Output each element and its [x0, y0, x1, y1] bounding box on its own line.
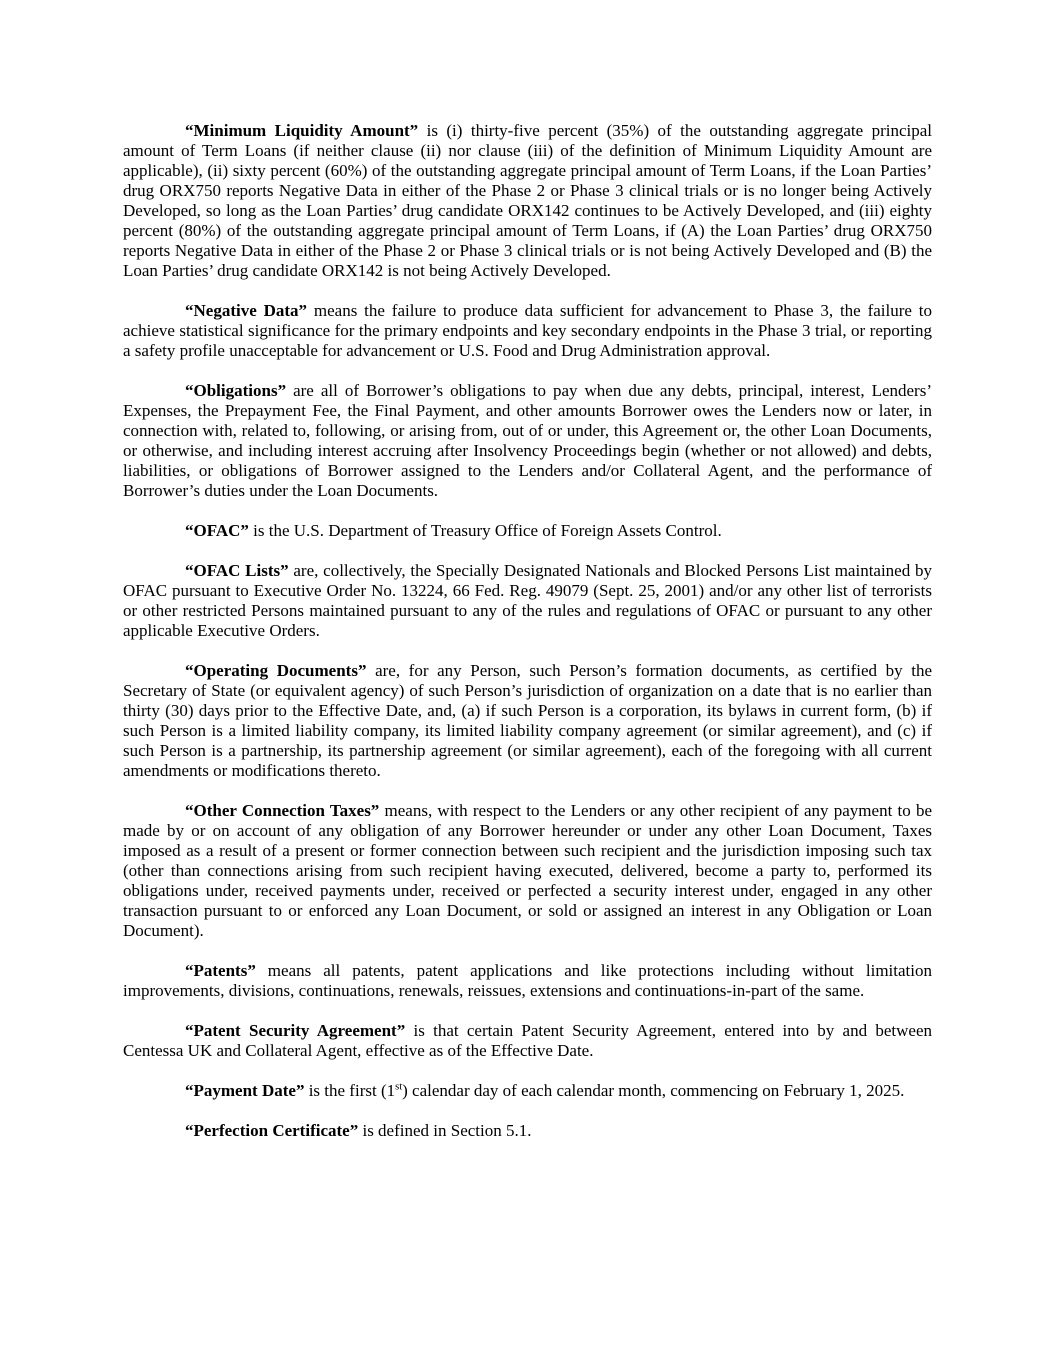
definition-paragraph — [123, 1081, 932, 1101]
definition-text: means the failure to produce data sufficient for advancement to Phase 3, the failure to achieve statistical significance for the primary endpoints and key secondary endpoints in the Phase 3 trial, or reporting a safety profile unacceptable for advancement or U.S. Food and Drug Administration approval. — [123, 301, 932, 360]
definition-text: are, collectively, the Specially Designated Nationals and Blocked Persons List maintained by OFAC pursuant to Executive Order No. 13224, 66 Fed. Reg. 49079 (Sept. 25, 2001) and/or any other list of terrorists or other restricted Persons maintained pursuant to any of the rules and regulations of OFAC or pursuant to any other applicable Executive Orders. — [123, 561, 932, 640]
definition-text: are, for any Person, such Person’s formation documents, as certified by the Secretary of State (or equivalent agency) of such Person’s jurisdiction of organization on a date that is no earlier than thirty (30) days prior to the Effective Date, and, (a) if such Person is a corporation, its bylaws in current form, (b) if such Person is a limited liability company, its limited liability company agreement (or similar agreement), and (c) if such Person is a partnership, its partnership agreement (or similar agreement), each of the foregoing with all current amendments or modifications thereto. — [123, 661, 933, 780]
definition-text: is the U.S. Department of Treasury Office of Foreign Assets Control. — [248, 521, 722, 540]
definition-paragraph — [123, 801, 932, 941]
definition-text: means all patents, patent applications and like protections including without limitation improvements, divisions, continuations, renewals, reissues, extensions and continuations-in-part of the same. — [123, 961, 932, 1000]
defined-term: “Patent Security Agreement” — [185, 1021, 406, 1040]
definition-paragraph — [123, 961, 932, 1001]
defined-term: “Operating Documents” — [185, 661, 367, 680]
definition-paragraph — [123, 121, 932, 281]
defined-term: “OFAC” — [185, 521, 249, 540]
definition-paragraph — [123, 661, 932, 781]
defined-term: “Negative Data” — [185, 301, 308, 320]
definition-paragraph — [123, 561, 932, 641]
definition-paragraph — [123, 521, 932, 541]
definition-text: is (i) thirty-five percent (35%) of the outstanding aggregate principal amount of Term Loans (if neither clause (ii) nor clause (iii) of the definition of Minimum Liquidity Amount are applicable), (ii) sixty percent (60%) of the outstanding aggregate principal amount of Term Loans, if the Loan Parties’ drug ORX750 reports Negative Data in either of the Phase 2 or Phase 3 clinical trials or is no longer being Actively Developed, so long as the Loan Parties’ drug candidate ORX142 continues to be Actively Developed, and (iii) eighty percent (80%) of the outstanding aggregate principal amount of Term Loans, if (A) the Loan Parties’ drug ORX750 reports Negative Data in either of the Phase 2 or Phase 3 clinical trials or is not being Actively Developed and (B) the Loan Parties’ drug candidate ORX142 is not being Actively Developed. — [123, 121, 933, 280]
definition-text: ) calendar day of each calendar month, commencing on February 1, 2025. — [402, 1081, 905, 1100]
defined-term: “Perfection Certificate” — [185, 1121, 359, 1140]
definition-text: is that certain Patent Security Agreement, entered into by and between Centessa UK and Collateral Agent, effective as of the Effective Date. — [123, 1021, 932, 1060]
ordinal-superscript: st — [395, 1081, 403, 1093]
defined-term: “Patents” — [185, 961, 256, 980]
defined-term: “Minimum Liquidity Amount” — [185, 121, 419, 140]
definition-paragraph — [123, 381, 932, 501]
definition-paragraph — [123, 301, 932, 361]
definitions-section — [123, 121, 932, 1141]
definition-text: means, with respect to the Lenders or any other recipient of any payment to be made by or on account of any obligation of any Borrower hereunder or under any other Loan Document, Taxes imposed as a result of a present or former connection between such recipient and the jurisdiction imposing such tax (other than connections arising from such recipient having executed, delivered, become a party to, performed its obligations under, received payments under, received or perfected a security interest under, engaged in any other transaction pursuant to or enforced any Loan Document, or sold or assigned an interest in any Obligation or Loan Document). — [123, 801, 932, 940]
definition-paragraph — [123, 1021, 932, 1061]
defined-term: “OFAC Lists” — [185, 561, 289, 580]
definition-text: are all of Borrower’s obligations to pay when due any debts, principal, interest, Lenders’ Expenses, the Prepayment Fee, the Final Payment, and other amounts Borrower owes the Lenders now or later, in connection with, related to, following, or arising from, out of or under, this Agreement or, the other Loan Documents, or otherwise, and including interest accruing after Insolvency Proceedings begin (whether or not allowed) and debts, liabilities, or obligations of Borrower assigned to the Lenders and/or Collateral Agent, and the performance of Borrower’s duties under the Loan Documents. — [123, 381, 932, 500]
defined-term: “Payment Date” — [185, 1081, 305, 1100]
definition-text: is defined in Section 5.1. — [358, 1121, 532, 1140]
defined-term: “Obligations” — [185, 381, 287, 400]
definition-text: is the first (1 — [304, 1081, 396, 1100]
defined-term: “Other Connection Taxes” — [185, 801, 380, 820]
definition-paragraph — [123, 1121, 932, 1141]
